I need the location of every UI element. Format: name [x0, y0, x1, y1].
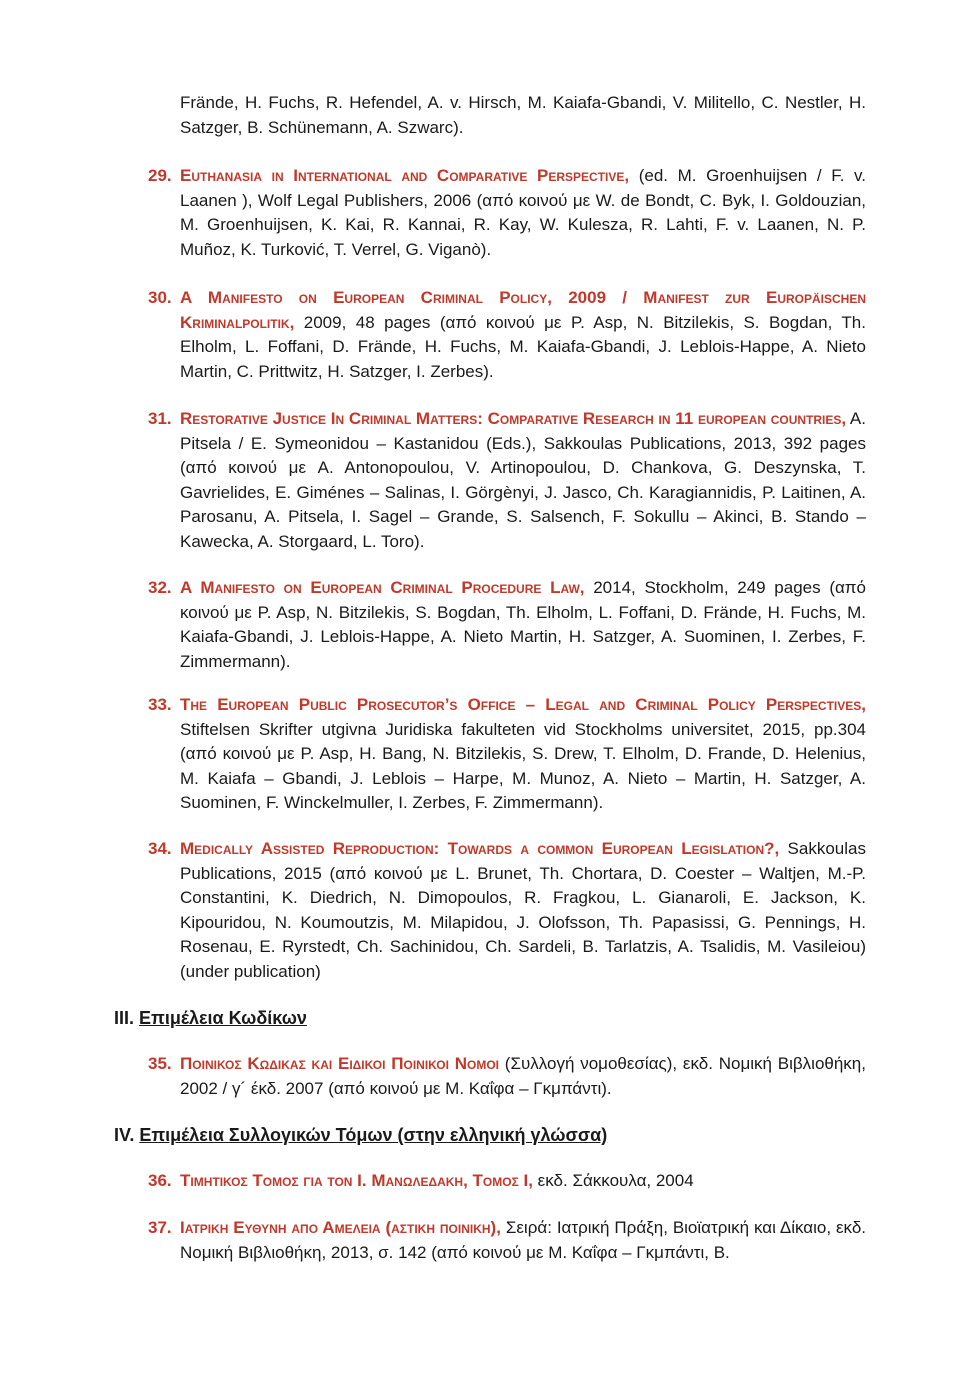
entry-number: 30. [148, 288, 172, 307]
entry-body [180, 164, 866, 262]
bibliography-entry-32 [148, 576, 866, 674]
entry-title: Ιατρικη Ευθυνη απο Αμελεια (αστικη ποινικη), [180, 1218, 501, 1237]
bibliography-entry-33 [148, 693, 866, 816]
entry-text: A. Pitsela / E. Symeonidou – Kastanidou (Eds.), Sakkoulas Publications, 2013, 392 pages (από κοινού με A. Antonopoulou, V. Artinopoulou, D. Chankova, G. Deszynska, T. Gavrielides, E. Giménes – Salinas, I. Görgènyi, J. Jasco, Ch. Karagiannidis, P. Laitinen, A. Parosanu, A. Pitsela, I. Sagel – Grande, S. Salsench, F. Sokullu – Akinci, B. Stando – Kawecka, A. Storgaard, L. Toro). [180, 409, 866, 551]
section-heading-iv [114, 1123, 607, 1147]
entry-text: Σειρά: Ιατρική Πράξη, Βιοϊατρική και Δίκαιο, εκδ. Νομική Βιβλιοθήκη, 2013, σ. 142 (από κοινού με Μ. Καΐφα – Γκμπάντι, Β. [180, 1218, 866, 1262]
entry-title: A Manifesto on European Criminal Policy, 2009 / Manifest zur Europäischen Kriminalpolitik, [180, 288, 866, 332]
entry-number: 29. [148, 166, 172, 185]
entry-number: 31. [148, 409, 172, 428]
section-title: Επιμέλεια Κωδίκων [139, 1008, 307, 1028]
entry-text: Stiftelsen Skrifter utgivna Juridiska fakulteten vid Stockholms universitet, 2015, pp.304 (από κοινού με P. Asp, H. Bang, N. Bitzilekis, S. Drew, T. Elholm, D. Frande, D. Helenius, M. Kaiafa – Gbandi, J. Leblois – Harpe, M. Munoz, A. Nieto – Martin, H. Satzger, A. Suominen, F. Winckelmuller, I. Zerbes, F. Zimmermann). [180, 719, 866, 812]
entry-text: εκδ. Σάκκουλα, 2004 [532, 1171, 694, 1190]
bibliography-entry-29 [148, 164, 866, 262]
entry-number: 36. [148, 1171, 172, 1190]
entry-body [180, 693, 866, 816]
entry-body [180, 407, 866, 554]
entry-text: 2014, Stockholm, 249 pages (από κοινού με P. Asp, N. Bitzilekis, S. Bogdan, Th. Elholm, L. Foffani, D. Frände, H. Fuchs, M. Kaiafa-Gbandi, J. Leblois-Happe, A. Nieto Martin, H. Satzger, A. Suominen, I. Zerbes, F. Zimmermann). [180, 578, 866, 671]
entry-title: Medically Assisted Reproduction: Towards a common European Legislation?, [180, 839, 780, 858]
entry-title: A Manifesto on European Criminal Procedure Law, [180, 578, 585, 597]
entry-title: Restorative Justice In Criminal Matters: Comparative Research in 11 european countries, [180, 409, 847, 428]
entry-number: 33. [148, 695, 172, 714]
entry-body [180, 1052, 866, 1101]
bibliography-entry-34 [148, 837, 866, 984]
section-number: III. [114, 1008, 135, 1028]
section-title: Επιμέλεια Συλλογικών Τόμων (στην ελληνική γλώσσα) [139, 1125, 608, 1145]
section-number: IV. [114, 1125, 135, 1145]
entry-title: The European Public Prosecutor’s Office – Legal and Criminal Policy Perspectives, [180, 695, 866, 714]
bibliography-entry-30 [148, 286, 866, 384]
entry-body [180, 576, 866, 674]
entry-number: 37. [148, 1218, 172, 1237]
bibliography-entry-35 [148, 1052, 866, 1101]
entry-number: 35. [148, 1054, 172, 1073]
bibliography-entry-31 [148, 407, 866, 554]
entry-title: Ποινικος Κωδικας και Ειδικοι Ποινικοι Νομοι [180, 1054, 499, 1073]
entry-title: Τιμητικος Τομος για τον Ι. Μανωλεδακη, Τομος Ι, [180, 1171, 533, 1190]
bibliography-entry-36 [148, 1169, 866, 1194]
entry-body [180, 286, 866, 384]
entry-body [180, 1216, 866, 1265]
entry-text: Sakkoulas Publications, 2015 (από κοινού με L. Brunet, Th. Chortara, D. Coester – Waltjen, M.-P. Constantini, K. Diedrich, N. Dimopoulos, R. Fragkou, L. Gianaroli, E. Jackson, K. Kipouridou, N. Koumoutzis, M. Milapidou, J. Olofsson, Th. Papasissi, G. Pennings, H. Rosenau, E. Ryrstedt, Ch. Sachinidou, Ch. Sardeli, B. Tarlatzis, A. Tsalidis, M. Vasileiou) (under publication) [180, 839, 866, 981]
entry-title: Euthanasia in International and Comparative Perspective, [180, 166, 630, 185]
continuation-text: Frände, H. Fuchs, R. Hefendel, A. v. Hirsch, M. Kaiafa-Gbandi, V. Militello, C. Nestler, H. Satzger, B. Schünemann, A. Szwarc). [180, 93, 866, 137]
section-heading-iii [114, 1006, 307, 1030]
entry-body [180, 1169, 866, 1194]
entry-text: (ed. M. Groenhuijsen / F. v. Laanen ), Wolf Legal Publishers, 2006 (από κοινού με W. de Bondt, C. Byk, I. Goldouzian, M. Groenhuijsen, K. Kai, R. Kannai, R. Kay, W. Kulesza, R. Lahti, F. v. Laanen, N. P. Muñoz, K. Turković, T. Verrel, G. Viganò). [180, 166, 866, 259]
entry-text: 2009, 48 pages (από κοινού με P. Asp, N. Bitzilekis, S. Bogdan, Th. Elholm, L. Foffani, D. Frände, H. Fuchs, M. Kaiafa-Gbandi, J. Leblois-Happe, A. Nieto Martin, C. Prittwitz, H. Satzger, I. Zerbes). [180, 312, 866, 381]
entry-body [180, 837, 866, 984]
entry-number: 32. [148, 578, 172, 597]
entry-number: 34. [148, 839, 172, 858]
bibliography-entry-37 [148, 1216, 866, 1265]
entry-text: (Συλλογή νομοθεσίας), εκδ. Νομική Βιβλιοθήκη, 2002 / γ´ έκδ. 2007 (από κοινού με Μ. Καΐφα – Γκμπάντι). [180, 1054, 866, 1098]
